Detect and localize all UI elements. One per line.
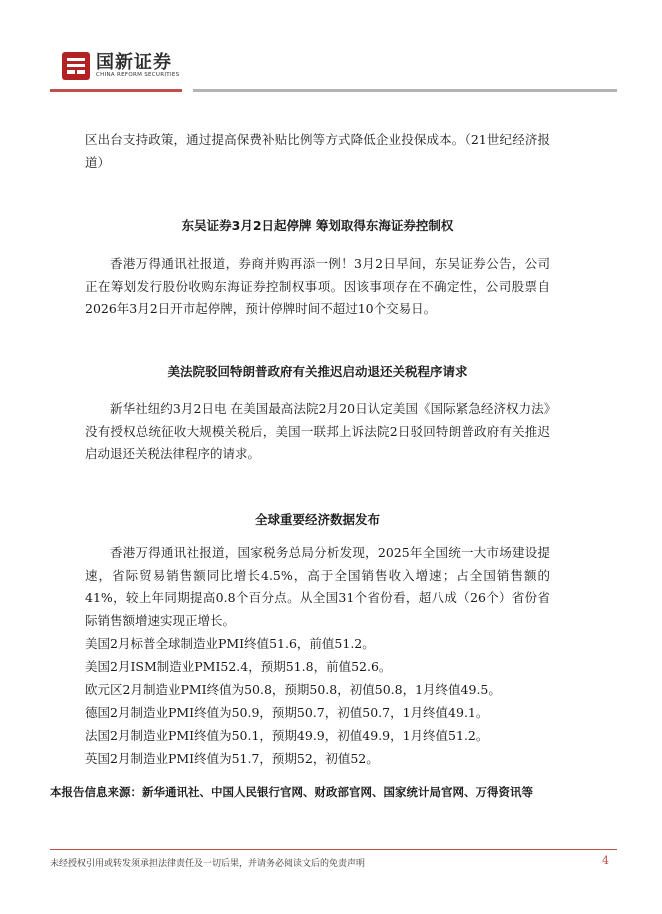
section-heading-dongwu: 东吴证券3月2日起停牌 筹划取得东海证券控制权	[181, 218, 454, 233]
data-line-us-ism: 美国2月ISM制造业PMI52.4，预期51.8，前值52.6。	[85, 659, 392, 674]
header-rule-red	[50, 89, 182, 92]
data-line-us-spglobal: 美国2月标普全球制造业PMI终值51.6，前值51.2。	[85, 636, 375, 651]
page-number: 4	[602, 854, 609, 867]
brand-logo	[62, 51, 179, 81]
section-heading-tariff: 美法院驳回特朗普政府有关推迟启动退还关税程序请求	[167, 364, 468, 379]
footer-disclaimer: 未经授权引用或转发须承担法律责任及一切后果，并请务必阅读文后的免责声明	[50, 859, 366, 869]
info-source: 本报告信息来源：新华通讯社、中国人民银行官网、财政部官网、国家统计局官网、万得资讯等	[50, 785, 533, 799]
section-heading-econ-data: 全球重要经济数据发布	[254, 512, 380, 527]
footer-rule	[50, 849, 617, 850]
section-body-dongwu: 香港万得通讯社报道，券商并购再添一例！3月2日早间，东吴证券公告，公司正在筹划发行股份收购东海证券控制权事项。因该事项存在不确定性，公司股票自2026年3月2日开市起停牌，预计停牌时间不超过10个交易日。	[85, 256, 550, 316]
data-line-uk: 英国2月制造业PMI终值为51.7，预期52，初值52。	[85, 751, 379, 766]
data-line-germany: 德国2月制造业PMI终值为50.9，预期50.7，初值50.7，1月终值49.1。	[85, 705, 489, 720]
section-body-econ-data: 香港万得通讯社报道，国家税务总局分析发现，2025年全国统一大市场建设提速，省际贸易销售额同比增长4.5%，高于全国销售收入增速；占全国销售额的41%，较上年同期提高0.8个百分点。从全国31个省份看，超八成（26个）省份省际销售额增速实现正增长。	[85, 545, 550, 628]
data-line-france: 法国2月制造业PMI终值为50.1，预期49.9，初值49.9，1月终值51.2。	[85, 728, 489, 743]
brand-name-cn: 国新证券	[96, 52, 172, 73]
brand-name-en: CHINA REFORM SECURITIES	[96, 72, 180, 78]
header-rule-gray	[193, 89, 617, 92]
logo-mark-icon	[62, 52, 90, 80]
intro-paragraph: 区出台支持政策，通过提高保费补贴比例等方式降低企业投保成本。（21世纪经济报道）	[85, 132, 550, 170]
data-line-eurozone: 欧元区2月制造业PMI终值为50.8，预期50.8，初值50.8，1月终值49.5。	[85, 682, 501, 697]
section-body-tariff: 新华社纽约3月2日电 在美国最高法院2月20日认定美国《国际紧急经济权力法》没有授权总统征收大规模关税后，美国一联邦上诉法院2日驳回特朗普政府有关推迟启动退还关税法律程序的请求。	[85, 401, 550, 461]
